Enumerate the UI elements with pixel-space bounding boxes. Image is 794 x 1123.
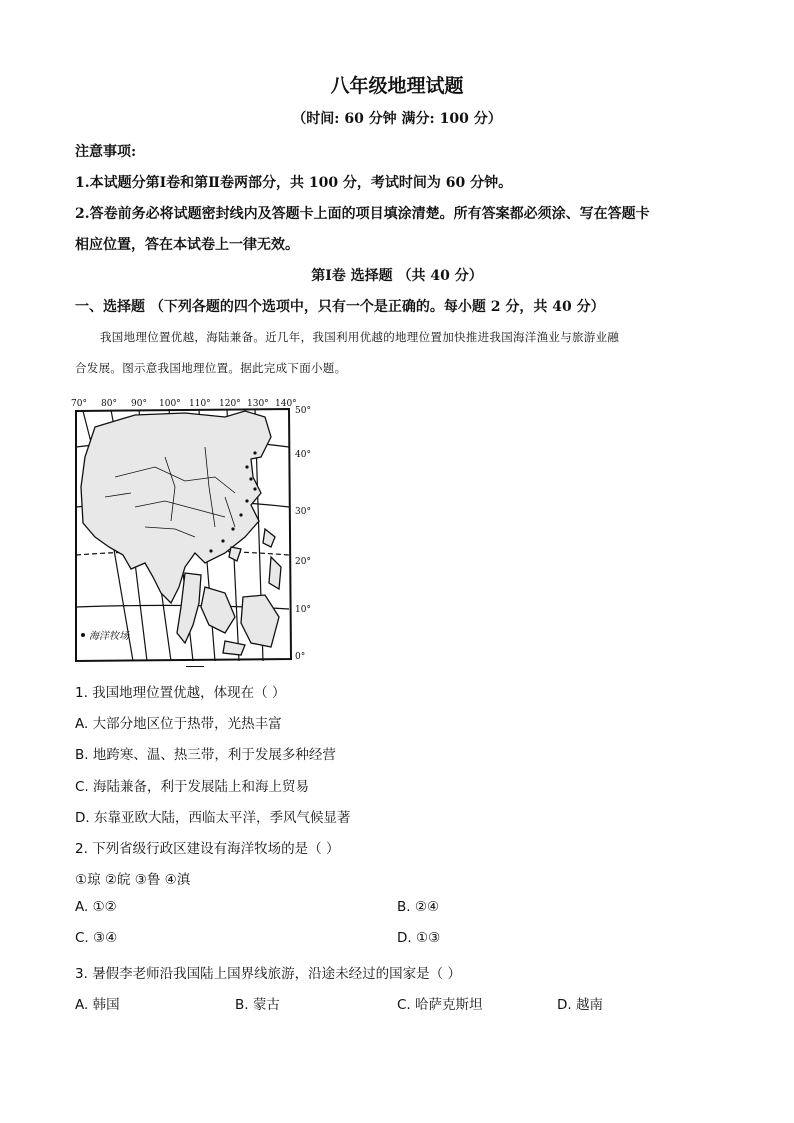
section-heading: 一、选择题 （下列各题的四个选项中，只有一个是正确的。每小题 2 分，共 40 分） — [75, 299, 605, 315]
part-1-title: 第Ⅰ卷 选择题 （共 40 分） — [311, 268, 483, 284]
q1-option-b: B. 地跨寒、温、热三带，利于发展多种经营 — [75, 747, 336, 763]
lat-label: 0° — [295, 652, 306, 662]
q1-stem: 1. 我国地理位置优越，体现在（ ） — [75, 685, 286, 701]
lon-label: 130° — [247, 399, 269, 409]
lon-label: 70° — [71, 399, 87, 409]
lat-label: 50° — [295, 406, 311, 416]
notice-item-2-line-1: 2.答卷前务必将试题密封线内及答题卡上面的项目填涂清楚。所有答案都必须涂、写在答题卡 — [75, 206, 650, 222]
china-location-map — [71, 397, 313, 663]
q1-option-c: C. 海陆兼备，利于发展陆上和海上贸易 — [75, 779, 310, 795]
intro-line-1: 我国地理位置优越，海陆兼备。近几年，我国利用优越的地理位置加快推进我国海洋渔业与旅游业融 — [100, 330, 620, 344]
q2-option-b: B. ②④ — [397, 899, 440, 915]
lat-label: 30° — [295, 507, 311, 517]
q1-option-a: A. 大部分地区位于热带，光热丰富 — [75, 716, 282, 732]
lon-label: 120° — [219, 399, 241, 409]
q2-option-d: D. ①③ — [397, 930, 441, 946]
lat-label: 40° — [295, 450, 311, 460]
q3-option-b: B. 蒙古 — [235, 997, 280, 1013]
lon-label: 140° — [275, 399, 297, 409]
q3-option-c: C. 哈萨克斯坦 — [397, 997, 483, 1013]
intro-line-2: 合发展。图示意我国地理位置。据此完成下面小题。 — [75, 361, 347, 375]
lon-label: 100° — [159, 399, 181, 409]
q1-option-d: D. 东靠亚欧大陆，西临太平洋，季风气候显著 — [75, 810, 351, 826]
lon-label: 80° — [101, 399, 117, 409]
q3-option-a: A. 韩国 — [75, 997, 120, 1013]
latitude-labels — [295, 406, 311, 662]
q2-option-a: A. ①② — [75, 899, 117, 915]
notice-heading: 注意事项: — [75, 144, 137, 160]
longitude-labels — [71, 399, 297, 409]
map-legend: 海洋牧场 — [89, 631, 129, 642]
lat-label: 20° — [295, 557, 311, 567]
q3-stem: 3. 暑假李老师沿我国陆上国界线旅游，沿途未经过的国家是（ ） — [75, 966, 461, 982]
q2-option-c: C. ③④ — [75, 930, 118, 946]
q3-option-d: D. 越南 — [557, 997, 603, 1013]
lon-label: 90° — [131, 399, 147, 409]
map-underline — [186, 666, 204, 667]
lat-label: 10° — [295, 605, 311, 615]
exam-info: （时间: 60 分钟 满分: 100 分） — [292, 111, 502, 127]
q2-items: ①琼 ②皖 ③鲁 ④滇 — [75, 872, 191, 888]
page-title: 八年级地理试题 — [330, 75, 464, 97]
q2-stem: 2. 下列省级行政区建设有海洋牧场的是（ ） — [75, 841, 340, 857]
notice-item-2-line-2: 相应位置，答在本试卷上一律无效。 — [75, 237, 299, 253]
lon-label: 110° — [189, 399, 211, 409]
notice-item-1: 1.本试题分第Ⅰ卷和第Ⅱ卷两部分，共 100 分，考试时间为 60 分钟。 — [75, 175, 513, 191]
